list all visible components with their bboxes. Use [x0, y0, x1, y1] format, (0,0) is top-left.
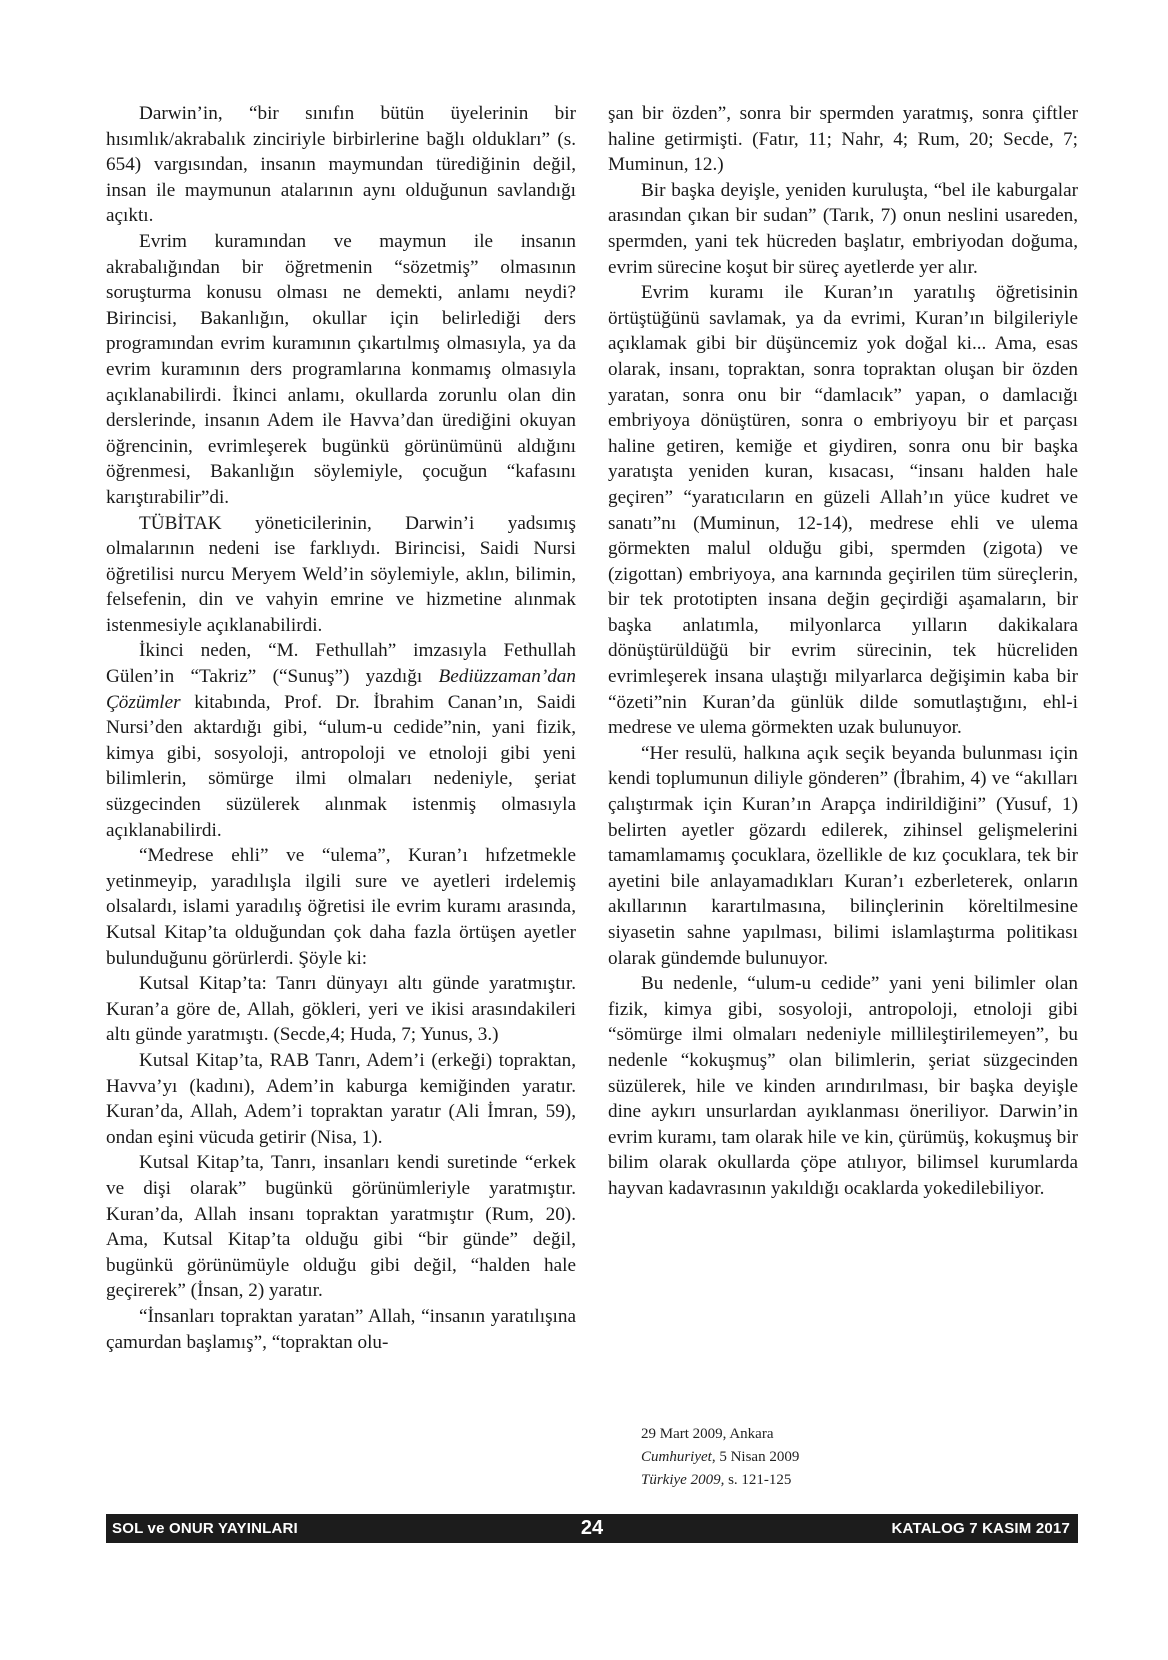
paragraph: TÜBİTAK yöneticilerinin, Darwin’i yadsımış olmalarının nedeni ise farklıydı. Birincisi, Saidi Nursi öğretilisi nurcu Meryem Weld’in söylemiyle, aklın, bilimin, felsefenin, din ve vahyin emrine ve hizmetine alınmak istenmesiyle açıklanabilirdi. [106, 512, 576, 636]
left-column [106, 101, 576, 1355]
page-footer [106, 1514, 1078, 1543]
paragraph: şan bir özden”, sonra bir spermden yaratmış, sonra çiftler haline getirmişti. (Fatır, 11; Nahr, 4; Rum, 20; Secde, 7; Muminun, 12.) [608, 103, 1078, 176]
paragraph [106, 638, 576, 843]
signature-source [641, 1446, 799, 1469]
footer-publisher: SOL ve ONUR YAYINLARI [112, 1520, 298, 1537]
paragraph: “Medrese ehli” ve “ulema”, Kuran’ı hıfzetmekle yetinmeyip, yaradılışla ilgili sure ve ayetleri irdelemiş olsalardı, islami yaradılış öğretisi ile evrim kuramı arasında, Kutsal Kitap’ta olduğundan çok daha fazla örtüşen ayetler bulunduğunu görürlerdi. Şöyle ki: [106, 845, 576, 969]
paragraph-text: İkinci neden, “M. Fethullah” imzasıyla Fethullah Gülen’in “Takriz” (“Sunuş”) yazdığı [106, 640, 576, 688]
signature-block [641, 1423, 799, 1492]
paragraph: Bir başka deyişle, yeniden kuruluşta, “bel ile kaburgalar arasından çıkan bir sudan” (Tarık, 7) onun neslini usareden, spermden, yani tek hücreden başlatır, embriyodan doğuma, evrim sürecine koşut bir süreç ayetlerde yer alır. [608, 179, 1078, 278]
right-column [608, 101, 1078, 1202]
signature-date: 29 Mart 2009, Ankara [641, 1426, 774, 1442]
paragraph: Kutsal Kitap’ta, Tanrı, insanları kendi suretinde “erkek ve dişi olarak” bugünkü görünümleriyle yaratmıştır. Kuran’da, Allah insanı topraktan yaratmıştır (Rum, 20). Ama, Kutsal Kitap’ta olduğu gibi “bir günde” değil, bugünkü görünümüyle olduğu gibi değil, “halden hale geçirerek” (İnsan, 2) yaratır. [106, 1152, 576, 1302]
paragraph: Kutsal Kitap’ta: Tanrı dünyayı altı günde yaratmıştır. Kuran’a göre de, Allah, gökleri, yeri ve ikisi arasındakileri altı günde yaratmıştı. (Secde,4; Huda, 7; Yunus, 3.) [106, 973, 576, 1046]
paragraph: Evrim kuramından ve maymun ile insanın akrabalığından bir öğretmenin “sözetmiş” olmasının soruşturma konusu olması ne demekti, anlamı neydi? Birincisi, Bakanlığın, okullar için belirlediği ders programından evrim kuramının çıkartılmış olmasıyla, ya da evrim kuramının ders programlarına konmamış olmasıyla açıklanabilirdi. İkinci anlamı, okullarda zorunlu olan din derslerinde, insanın Adem ile Havva’dan ürediğini okuyan öğrencinin, evrimleşerek bugünkü görünümünü aldığını öğrenmesi, Bakanlığın söylemiyle, çocuğun “kafasını karıştırabilir”di. [106, 230, 576, 508]
paragraph: Evrim kuramı ile Kuran’ın yaratılış öğretisinin örtüştüğünü savlamak, ya da evrimi, Kuran’ın bilgileriyle açıklamak gibi bir düşüncemiz yok doğal ki... Ama, esas olarak, insanı, topraktan, sonra topraktan oluşan bir özden yaratan, sonra onu bir “damlacık” yapan, o damlacığı embriyoya dönüştüren, sonra o embriyoyu bir et parçası haline getiren, kemiğe et giydiren, sonra onu bir başka yaratışta yeniden kuran, kısacası, “insanı halden hale geçiren” “yaratıcıların en güzeli Allah’ın yüce kudret ve sanatı”nı (Muminun, 12-14), medrese ehli ve ulema görmekten malul olduğu gibi, spermden (zigota) ve (zigottan) embriyoya, ana karnında geçirilen tüm süreçlerin, bir tek prototipten insana değin geçirdiği aşamaların, bir başka anlatımla, milyonlarca yılların dakikalara dönüştürüldüğü bir evrim sürecinin, tek hücreliden evrimleşerek insana ulaştığı milyarlarca değişimin kaba bir “özeti”nin Kuran’da günlük dilde somutlaştığını, ehl-i medrese ve ulema görmekten uzak bulunuyor. [608, 282, 1078, 739]
paragraph: Bu nedenle, “ulum-u cedide” yani yeni bilimler olan fizik, kimya gibi, sosyoloji, antropoloji, etnoloji gibi “sömürge ilmi olmaları nedeniyle millileştirilemeyen”, bu nedenle “kokuşmuş” olan bilimlerin, şeriat süzgecinden süzülerek, hile ve kinden arındırılması, bir başka deyişle dine aykırı unsurlardan ayıklanması öneriliyor. Darwin’in evrim kuramı, tam olarak hile ve kin, çürümüş, kokuşmuş bir bilim olarak okullarda çöpe atılıyor, bilimsel kurumlarda hayvan kadavrasının yakıldığı ocaklarda yokedilebiliyor. [608, 973, 1079, 1199]
book-pages: s. 121-125 [724, 1472, 792, 1488]
footer-catalog: KATALOG 7 KASIM 2017 [891, 1520, 1070, 1537]
paragraph-text: kitabında, Prof. Dr. İbrahim Canan’ın, Saidi Nursi’den aktardığı gibi, “ulum-u cedide”nin, yani fizik, kimya gibi, sosyoloji, antropoloji ve etnoloji gibi yeni bilimlerin, sömürge ilmi olmaları nedeniyle, şeriat süzgecinden süzülerek alınmak istenmiş olmasıyla açıklanabilirdi. [106, 691, 576, 841]
paragraph: Kutsal Kitap’ta, RAB Tanrı, Adem’i (erkeği) topraktan, Havva’yı (kadını), Adem’in kaburga kemiğinden yaratır. Kuran’da, Allah, Adem’i topraktan yaratır (Ali İmran, 59), ondan eşini vücuda getirir (Nisa, 1). [106, 1049, 576, 1148]
publication-name: Cumhuriyet [641, 1449, 712, 1465]
publication-date: , 5 Nisan 2009 [711, 1449, 800, 1465]
paragraph: “İnsanları topraktan yaratan” Allah, “insanın yaratılışına çamurdan başlamış”, “topraktan olu- [106, 1305, 576, 1353]
page-number: 24 [580, 1517, 604, 1539]
book-name: Türkiye 2009, [641, 1472, 725, 1488]
book-title: Bediüzzaman’dan Çözümler [106, 666, 576, 713]
signature-book [641, 1469, 799, 1492]
paragraph: “Her resulü, halkına açık seçik beyanda bulunması için kendi toplumunun diliyle gönderen” (İbrahim, 4) ve “akılları çalıştırmak için Kuran’ın Arapça indirildiğini” (Yusuf, 1) belirten ayetler gözardı edilerek, zihinsel gelişmelerini tamamlamamış çocuklara, özellikle de kız çocuklara, tek bir ayetini bile anlayamadıkları Kuran’ı ezberleterek, onların akıllarının karartılmasına, bilinçlerinin köreltilmesine siyasetin sahne yapılması, bilimi islamlaştırma politikası olarak gündemde bulunuyor. [608, 742, 1078, 969]
paragraph: Darwin’in, “bir sınıfın bütün üyelerinin bir hısımlık/akrabalık zinciriyle birbirlerine bağlı oldukları” (s. 654) vargısından, insanın maymundan türediğinin değil, insan ile maymunun atalarının aynı olduğunun savlandığı açıktı. [106, 103, 576, 227]
